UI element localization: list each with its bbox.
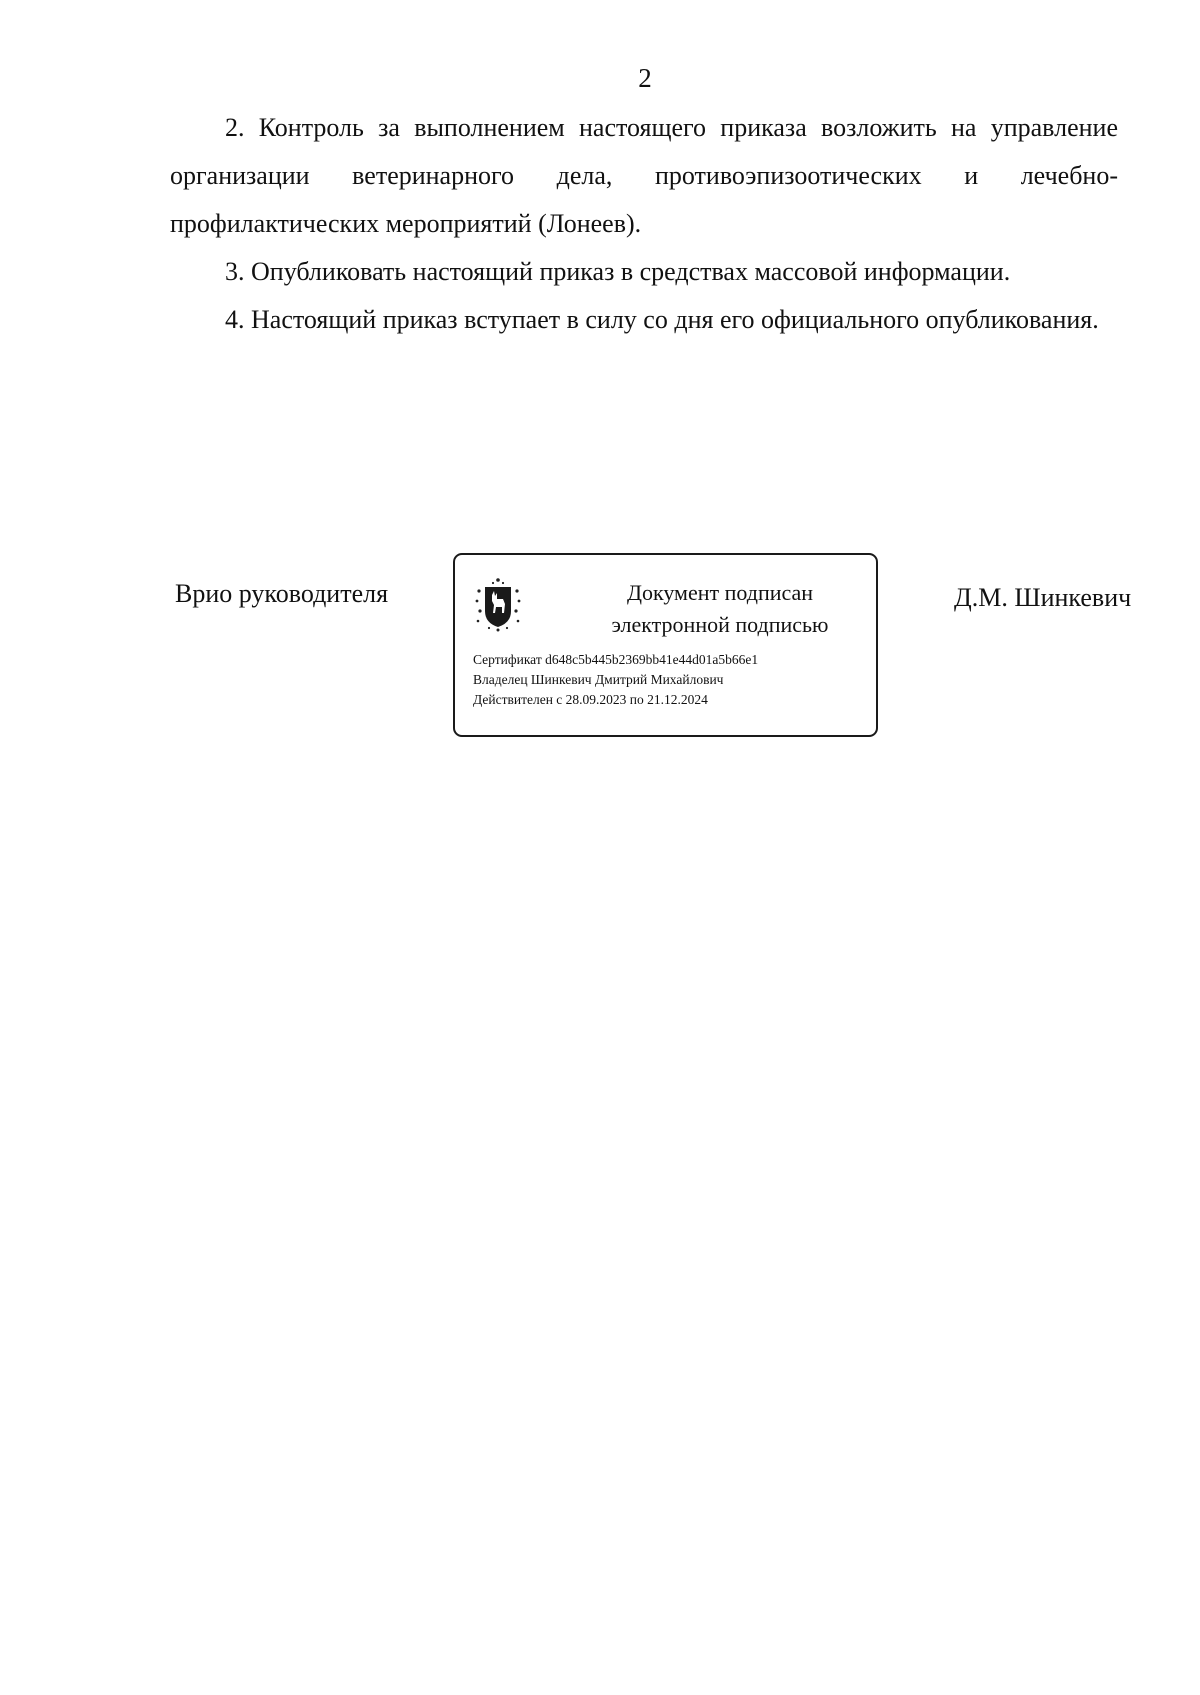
electronic-signature-stamp (453, 553, 878, 737)
page-number: 2 (638, 63, 652, 93)
stamp-details (473, 650, 758, 710)
document-body (170, 104, 1118, 344)
signatory-position: Врио руководителя (175, 579, 389, 608)
coat-of-arms-icon (473, 577, 523, 633)
stamp-header-line-1: Документ подписан (626, 580, 814, 605)
paragraph-item-2: 2. Контроль за выполнением настоящего приказа возложить на управление организации ветеринарного дела, противоэпизоотических и лечебно-профилактических мероприятий (Лонеев). (170, 113, 1118, 238)
certificate-validity: Действителен с 28.09.2023 по 21.12.2024 (473, 692, 708, 707)
stamp-header-line-2: электронной подписью (611, 612, 829, 637)
paragraph-item-3: 3. Опубликовать настоящий приказ в средствах массовой информации. (225, 257, 1011, 286)
stamp-header (575, 577, 865, 641)
certificate-owner: Владелец Шинкевич Дмитрий Михайлович (473, 672, 724, 687)
paragraph-item-4: 4. Настоящий приказ вступает в силу со дня его официального опубликования. (225, 305, 1099, 334)
certificate-number: Сертификат d648c5b445b2369bb41e44d01a5b66e1 (473, 652, 759, 667)
signer-name: Д.М. Шинкевич (954, 583, 1132, 612)
